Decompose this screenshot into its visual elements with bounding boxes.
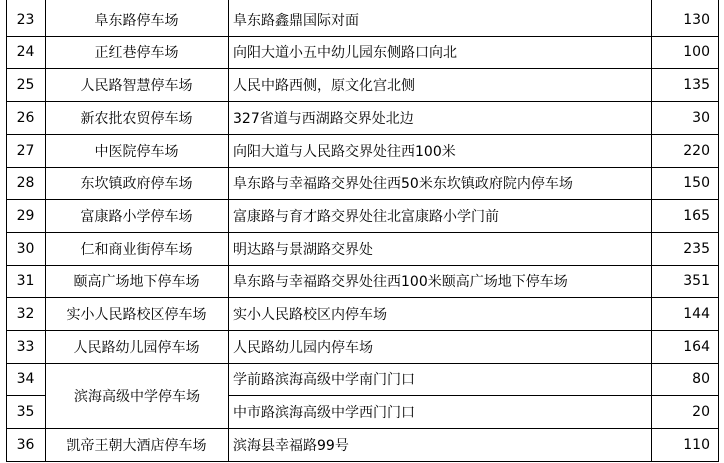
lot-name-cell: 仁和商业街停车场: [80, 241, 193, 258]
row-number-cell: 30: [16, 240, 35, 257]
location-cell: 实小人民路校区内停车场: [233, 306, 387, 323]
location-cell: 富康路与育才路交界处往北富康路小学门前: [233, 208, 499, 225]
grid-line: [6, 101, 719, 102]
grid-line: [6, 395, 46, 396]
grid-line: [6, 461, 719, 462]
lot-name-cell: 富康路小学停车场: [80, 208, 193, 225]
capacity-cell: 110: [683, 436, 710, 453]
location-cell: 学前路滨海高级中学南门门口: [233, 372, 415, 388]
capacity-cell: 30: [692, 109, 710, 126]
grid-line: [6, 232, 719, 233]
capacity-cell: 220: [683, 142, 710, 159]
location-cell: 人民路幼儿园内停车场: [233, 339, 373, 356]
location-cell: 滨海县幸福路99号: [233, 437, 349, 454]
lot-name-cell: 新农批农贸停车场: [80, 110, 193, 127]
grid-line: [228, 0, 229, 461]
grid-line: [6, 265, 719, 266]
lot-name-cell: 东坎镇政府停车场: [80, 176, 193, 192]
capacity-cell: 100: [683, 44, 710, 60]
capacity-cell: 20: [692, 403, 710, 420]
lot-name-cell: 人民路幼儿园停车场: [73, 339, 200, 356]
grid-line: [6, 68, 719, 69]
capacity-cell: 165: [683, 207, 710, 224]
location-cell: 明达路与景湖路交界处: [233, 241, 373, 258]
row-number-cell: 27: [16, 142, 35, 159]
capacity-cell: 164: [683, 338, 710, 355]
row-number-cell: 26: [16, 109, 35, 126]
lot-name-cell: 人民路智慧停车场: [80, 77, 193, 94]
capacity-cell: 135: [683, 76, 710, 93]
row-number-cell: 33: [16, 338, 35, 355]
row-number-cell: 35: [16, 403, 35, 420]
location-cell: 中市路滨海高级中学西门门口: [233, 404, 415, 421]
lot-name-cell: 正红巷停车场: [94, 45, 179, 61]
row-number-cell: 32: [16, 305, 35, 322]
grid-line: [228, 395, 719, 396]
lot-name-cell: 中医院停车场: [94, 143, 179, 160]
grid-line: [6, 428, 719, 429]
row-number-cell: 34: [16, 371, 35, 387]
location-cell: 人民中路西侧，原文化宫北侧: [233, 77, 415, 94]
lot-name-cell: 凯帝王朝大酒店停车场: [66, 437, 207, 454]
location-cell: 向阳大道与人民路交界处往西100米: [233, 143, 456, 160]
grid-line: [651, 0, 652, 461]
location-cell: 阜东路与幸福路交界处往西50米东坎镇政府院内停车场: [233, 176, 573, 192]
location-cell: 327省道与西湖路交界处北边: [233, 110, 414, 127]
grid-line: [6, 134, 719, 135]
grid-line: [718, 0, 719, 461]
location-cell: 阜东路与幸福路交界处往西100米颐高广场地下停车场: [233, 274, 568, 290]
row-number-cell: 25: [16, 76, 35, 93]
location-cell: 阜东路鑫鼎国际对面: [233, 12, 359, 29]
grid-line: [6, 199, 719, 200]
lot-name-cell: 颐高广场地下停车场: [73, 274, 200, 290]
row-number-cell: 36: [16, 436, 35, 453]
capacity-cell: 144: [683, 305, 710, 322]
row-number-cell: 31: [16, 273, 35, 289]
capacity-cell: 130: [683, 11, 710, 28]
row-number-cell: 24: [16, 44, 35, 60]
capacity-cell: 235: [683, 240, 710, 257]
grid-line: [6, 167, 719, 168]
capacity-cell: 150: [683, 175, 710, 191]
row-number-cell: 29: [16, 207, 35, 224]
grid-line: [6, 330, 719, 331]
grid-line: [6, 36, 719, 37]
capacity-cell: 80: [692, 371, 710, 387]
grid-line: [6, 297, 719, 298]
lot-name-merged-cell: 滨海高级中学停车场: [46, 364, 228, 428]
lot-name-cell: 实小人民路校区停车场: [66, 306, 207, 323]
lot-name-cell: 阜东路停车场: [94, 12, 179, 29]
row-number-cell: 23: [16, 11, 35, 28]
capacity-cell: 351: [683, 273, 710, 289]
row-number-cell: 28: [16, 175, 35, 191]
location-cell: 向阳大道小五中幼儿园东侧路口向北: [233, 45, 457, 61]
grid-line: [6, 0, 7, 461]
